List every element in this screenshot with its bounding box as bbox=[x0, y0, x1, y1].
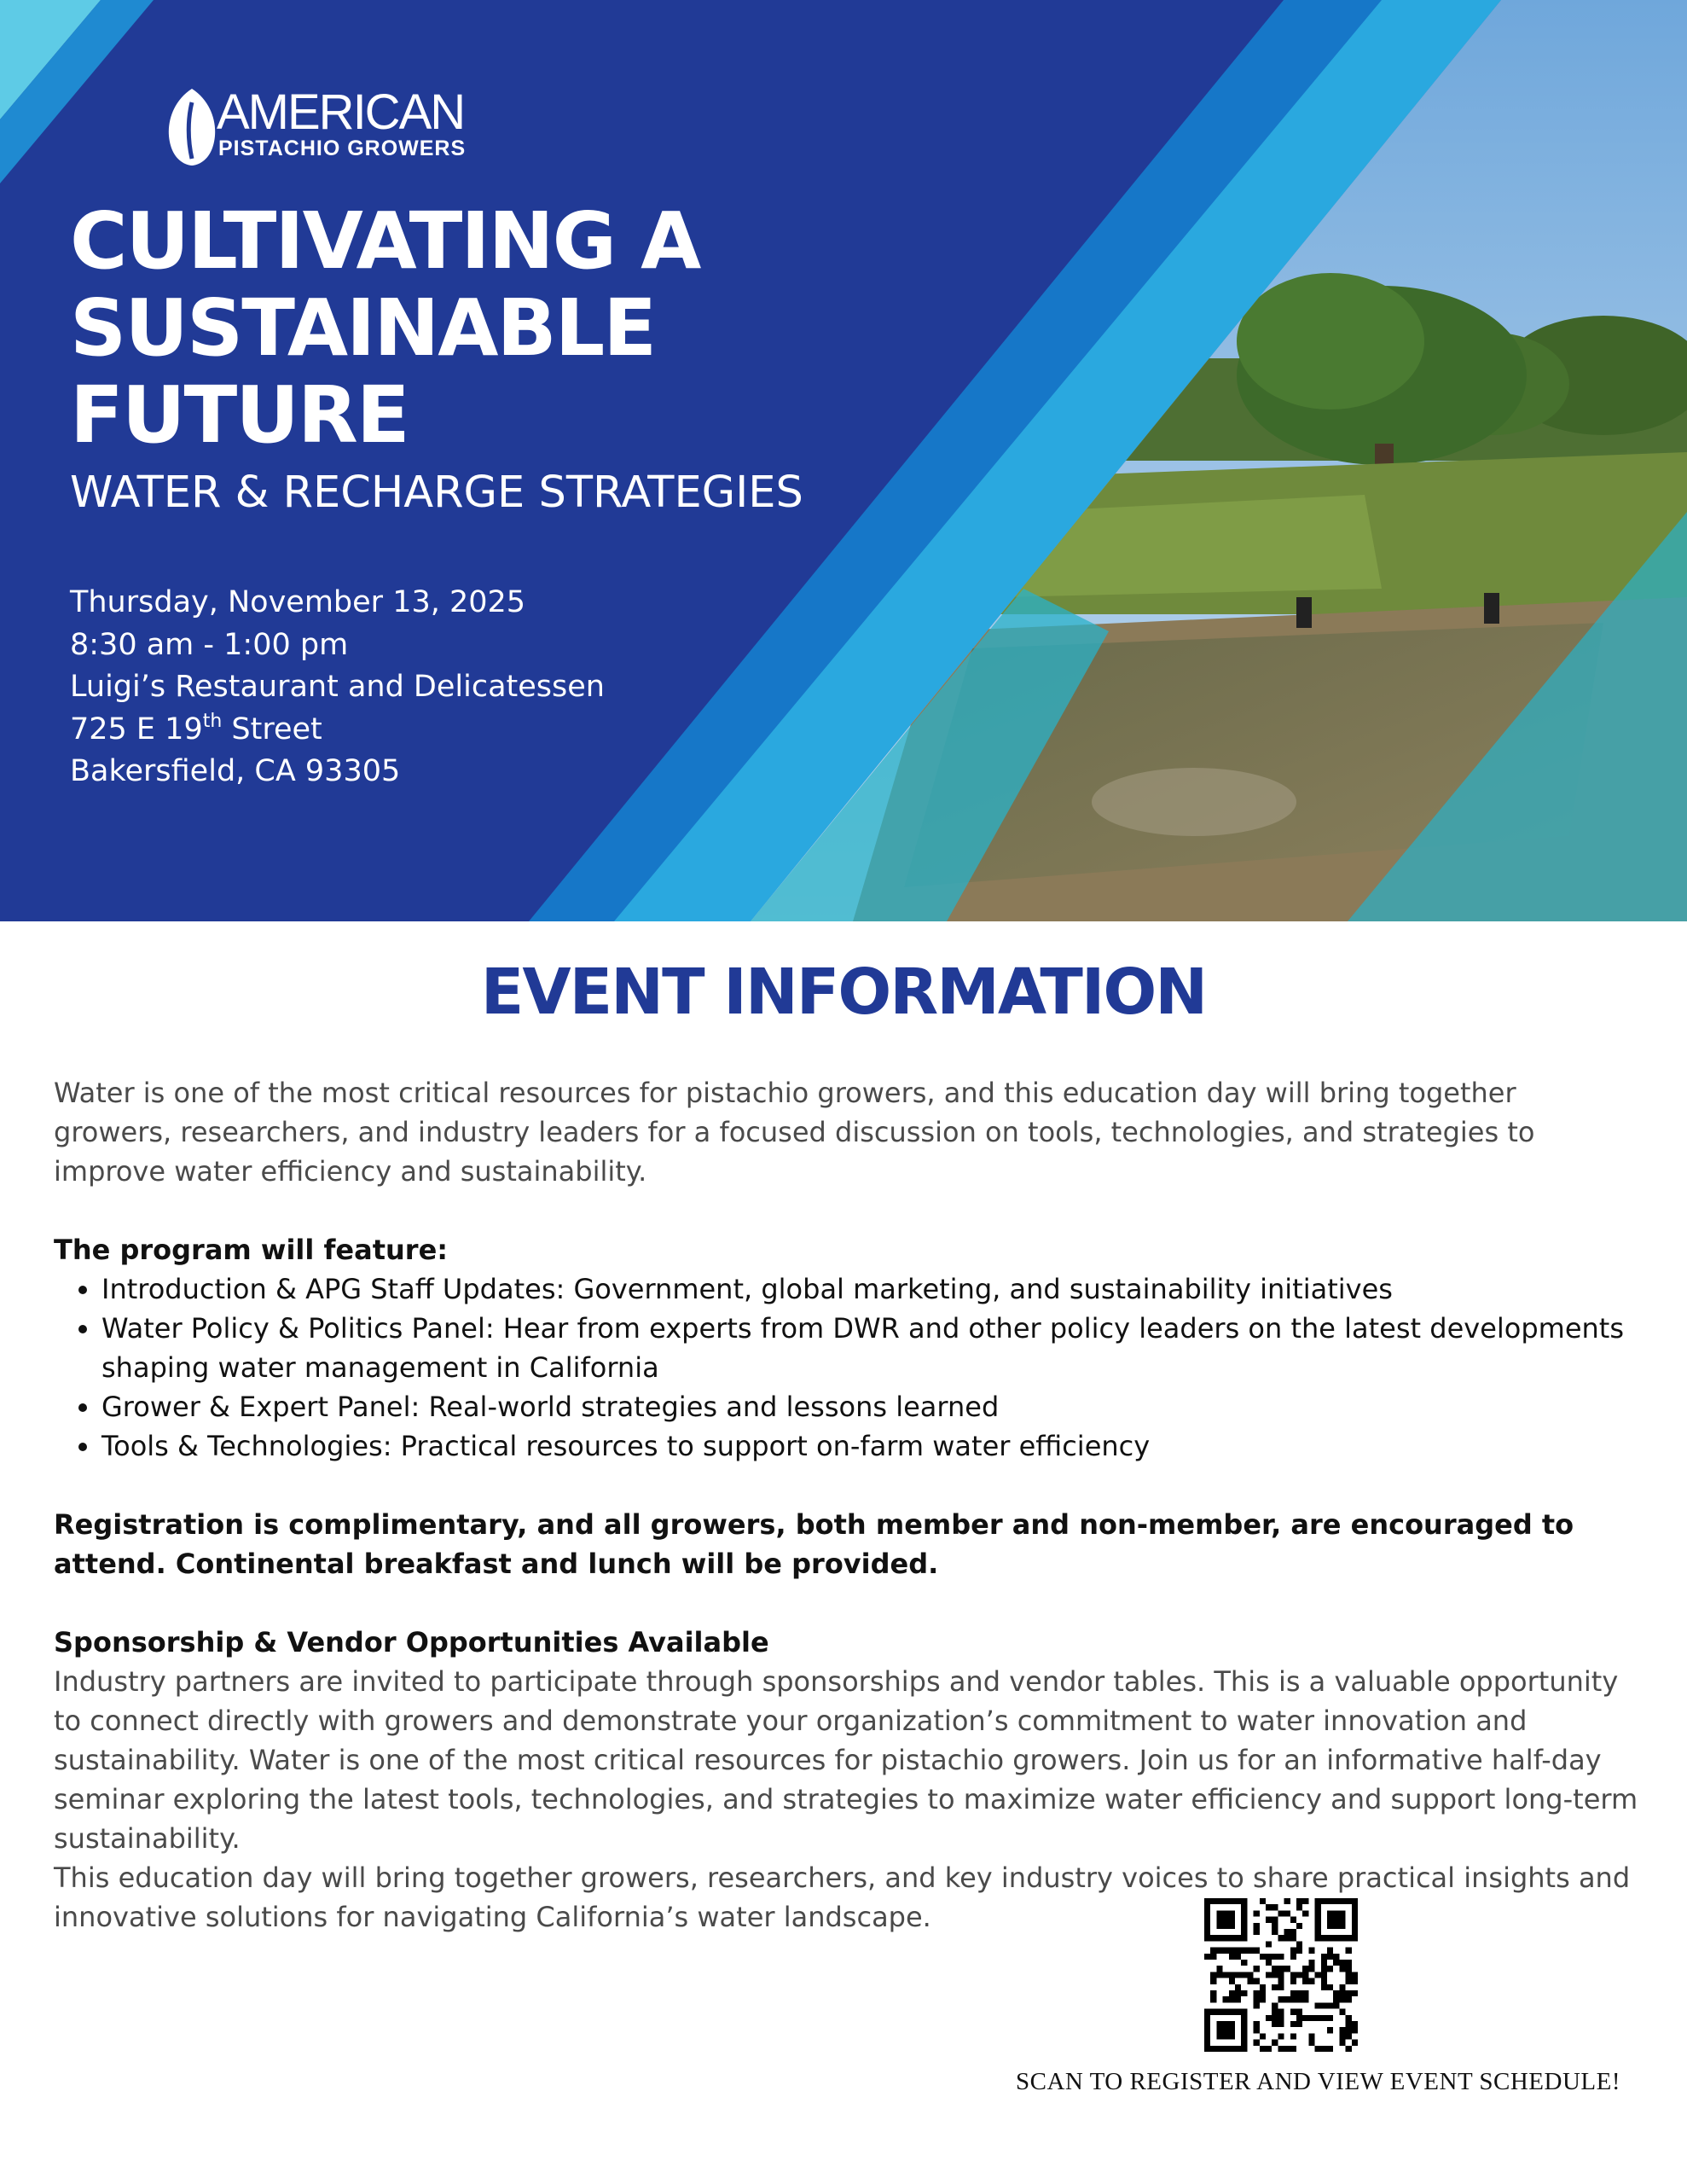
hero-banner bbox=[0, 0, 1687, 921]
american-pistachio-growers-logo bbox=[162, 84, 503, 169]
sponsorship-paragraph: Industry partners are invited to participate through sponsorships and vendor tables. This is a valuable opportunity to connect directly with growers and demonstrate your organization’s commitment to water innovation and sustainability. Water is one of the most critical resources for pistachio growers. Join us for an informative half-day seminar exploring the latest tools, technologies, and strategies to maximize water efficiency and support long-term sustainability. bbox=[54, 1665, 1638, 1855]
title-line: FUTURE bbox=[70, 369, 409, 461]
title-line: CULTIVATING A bbox=[70, 195, 700, 287]
event-information-body bbox=[54, 1073, 1640, 1937]
street-ordinal: th bbox=[202, 710, 223, 732]
event-street bbox=[70, 709, 605, 752]
pistachio-leaf-icon bbox=[162, 85, 222, 167]
qr-caption: SCAN TO REGISTER AND VIEW EVENT SCHEDULE! bbox=[1016, 2068, 1620, 2095]
event-information-heading: EVENT INFORMATION bbox=[480, 956, 1207, 1029]
intro-paragraph: Water is one of the most critical resources for pistachio growers, and this education day will bring together growers, researchers, and industry leaders for a focused discussion on tools, technologies, and strategies to improve water efficiency and sustainability. bbox=[54, 1077, 1535, 1188]
page-subtitle: WATER & RECHARGE STRATEGIES bbox=[70, 468, 803, 518]
program-heading: The program will feature: bbox=[54, 1234, 449, 1266]
event-time: 8:30 am - 1:00 pm bbox=[70, 627, 349, 662]
closing-paragraph: This education day will bring together growers, researchers, and key industry voices to share practical insights and innovative solutions for navigating California’s water landscape. bbox=[54, 1862, 1631, 1933]
title-line: SUSTAINABLE bbox=[70, 282, 656, 374]
street-name: Street bbox=[222, 712, 322, 746]
logo-text-pistachio-growers: PISTACHIO GROWERS bbox=[218, 136, 467, 160]
program-list bbox=[54, 1269, 1640, 1466]
logo-text-american: AMERICAN bbox=[217, 84, 465, 140]
registration-qr-code[interactable] bbox=[1204, 1898, 1358, 2052]
event-date: Thursday, November 13, 2025 bbox=[70, 585, 526, 619]
sponsorship-heading: Sponsorship & Vendor Opportunities Available bbox=[54, 1626, 769, 1658]
event-venue: Luigi’s Restaurant and Delicatessen bbox=[70, 670, 605, 704]
list-item: • Introduction & APG Staff Updates: Government, global marketing, and sustainability initiatives bbox=[101, 1269, 1640, 1309]
event-city: Bakersfield, CA 93305 bbox=[70, 754, 401, 788]
street-number: 725 E 19 bbox=[70, 712, 203, 746]
list-item: • Water Policy & Politics Panel: Hear from experts from DWR and other policy leaders on the latest developments shaping water management in California bbox=[101, 1309, 1640, 1387]
event-details bbox=[70, 582, 605, 793]
list-item: • Tools & Technologies: Practical resources to support on-farm water efficiency bbox=[101, 1426, 1640, 1466]
page-title bbox=[70, 195, 700, 461]
registration-note: Registration is complimentary, and all growers, both member and non-member, are encouraged to attend. Continental breakfast and lunch will be provided. bbox=[54, 1508, 1574, 1580]
list-item: • Grower & Expert Panel: Real-world strategies and lessons learned bbox=[101, 1387, 1640, 1426]
